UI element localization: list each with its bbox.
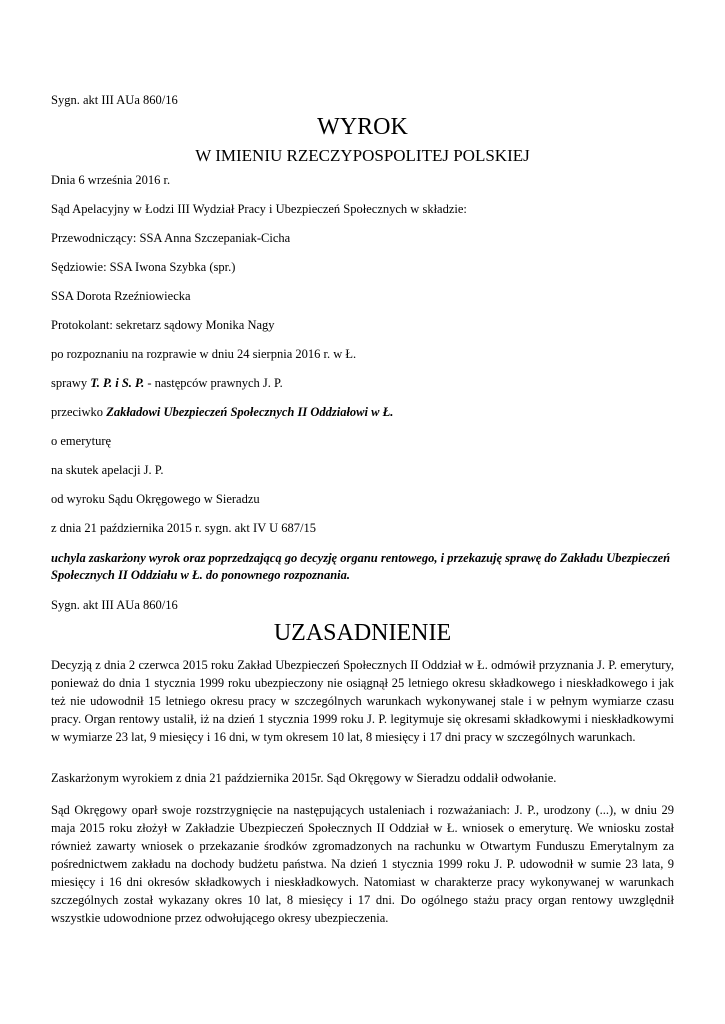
case-prefix: sprawy xyxy=(51,376,91,390)
judges: Sędziowie: SSA Iwona Szybka (spr.) xyxy=(51,260,236,274)
second-judge: SSA Dorota Rzeźniowiecka xyxy=(51,289,191,303)
holding-text: uchyla zaskarżony wyrok oraz poprzedzającą go decyzję organu rentowego, i przekazuję sprawę do Zakładu Ubezpieczeń Społecznych II Oddziału w Ł. do ponownego rozpoznania. xyxy=(51,551,671,582)
case-subject: o emeryturę xyxy=(51,434,112,448)
document-subtitle: W IMIENIU RZECZYPOSPOLITEJ POLSKIEJ xyxy=(195,146,530,165)
court-clerk: Protokolant: sekretarz sądowy Monika Nagy xyxy=(51,318,275,332)
hearing-info: po rozpoznaniu na rozprawie w dniu 24 sierpnia 2016 r. w Ł. xyxy=(51,347,357,361)
justification-paragraph-1: Decyzją z dnia 2 czerwca 2015 roku Zakład Ubezpieczeń Społecznych II Oddział w Ł. odmówił przyznania J. P. emerytury, ponieważ do dnia 1 stycznia 1999 roku ubezpieczony nie osiągnął 25 letniego okresu składkowego i nieskładkowego i jak też nie udowodnił 15 letniego okresu pracy w szczególnych warunkach wykonywanej stale i w pełnym wymiarze czasu pracy. Organ rentowy ustalił, iż na dzień 1 stycznia 1999 roku J. P. legitymuje się okresami składkowymi i nieskładkowymi w wymiarze 23 lat, 9 miesięcy i 16 dni, w tym okresem 10 lat, 8 miesięcy i 17 dni pracy w szczególnych warunkach. xyxy=(51,658,674,744)
justification-paragraph-3: Sąd Okręgowy oparł swoje rozstrzygnięcie na następujących ustaleniach i rozważaniach: J. P., urodzony (...), w dniu 29 maja 2015 roku złożył w Zakładzie Ubezpieczeń Społecznych II Oddział w Ł. wniosek o emeryturę. We wniosku został również zawarty wniosek o przekazanie środków zgromadzonych na rachunku w Otwartym Funduszu Emerytalnym za pośrednictwem zakładu na dochody budżetu państwa. Na dzień 1 stycznia 1999 roku J. P. udowodnił w sumie 23 lata, 9 miesięcy i 16 dni okresów składkowych i nieskładkowych. Natomiast w charakterze pracy wykonywanej w warunkach szczególnych został wykazany okres 10 lat, 8 miesięcy i 17 dni. Do ogólnego stażu pracy organ rentowy uwzględnił wszystkie udowodnione przez odwołującego okresy ubezpieczenia. xyxy=(51,803,674,925)
lower-court-ruling: od wyroku Sądu Okręgowego w Sieradzu xyxy=(51,492,260,506)
presiding-judge: Przewodniczący: SSA Anna Szczepaniak-Cicha xyxy=(51,231,291,245)
against-party: Zakładowi Ubezpieczeń Społecznych II Oddziałowi w Ł. xyxy=(106,405,394,419)
justification-title: UZASADNIENIE xyxy=(273,620,452,646)
case-suffix: - następców prawnych J. P. xyxy=(144,376,283,390)
document-title: WYROK xyxy=(317,114,408,140)
ruling-date: z dnia 21 października 2015 r. sygn. akt IV U 687/15 xyxy=(51,521,316,535)
against-line xyxy=(51,404,393,420)
case-parties-line xyxy=(51,375,283,391)
case-parties: T. P. i S. P. xyxy=(90,376,145,390)
appeal-info: na skutek apelacji J. P. xyxy=(51,463,164,477)
justification-case-number: Sygn. akt III AUa 860/16 xyxy=(51,598,178,612)
justification-paragraph-2: Zaskarżonym wyrokiem z dnia 21 października 2015r. Sąd Okręgowy w Sieradzu oddalił odwołanie. xyxy=(51,771,557,785)
against-prefix: przeciwko xyxy=(51,405,107,419)
court-composition: Sąd Apelacyjny w Łodzi III Wydział Pracy i Ubezpieczeń Społecznych w składzie: xyxy=(51,202,467,216)
judgment-date: Dnia 6 września 2016 r. xyxy=(51,173,171,187)
case-number: Sygn. akt III AUa 860/16 xyxy=(51,93,178,107)
